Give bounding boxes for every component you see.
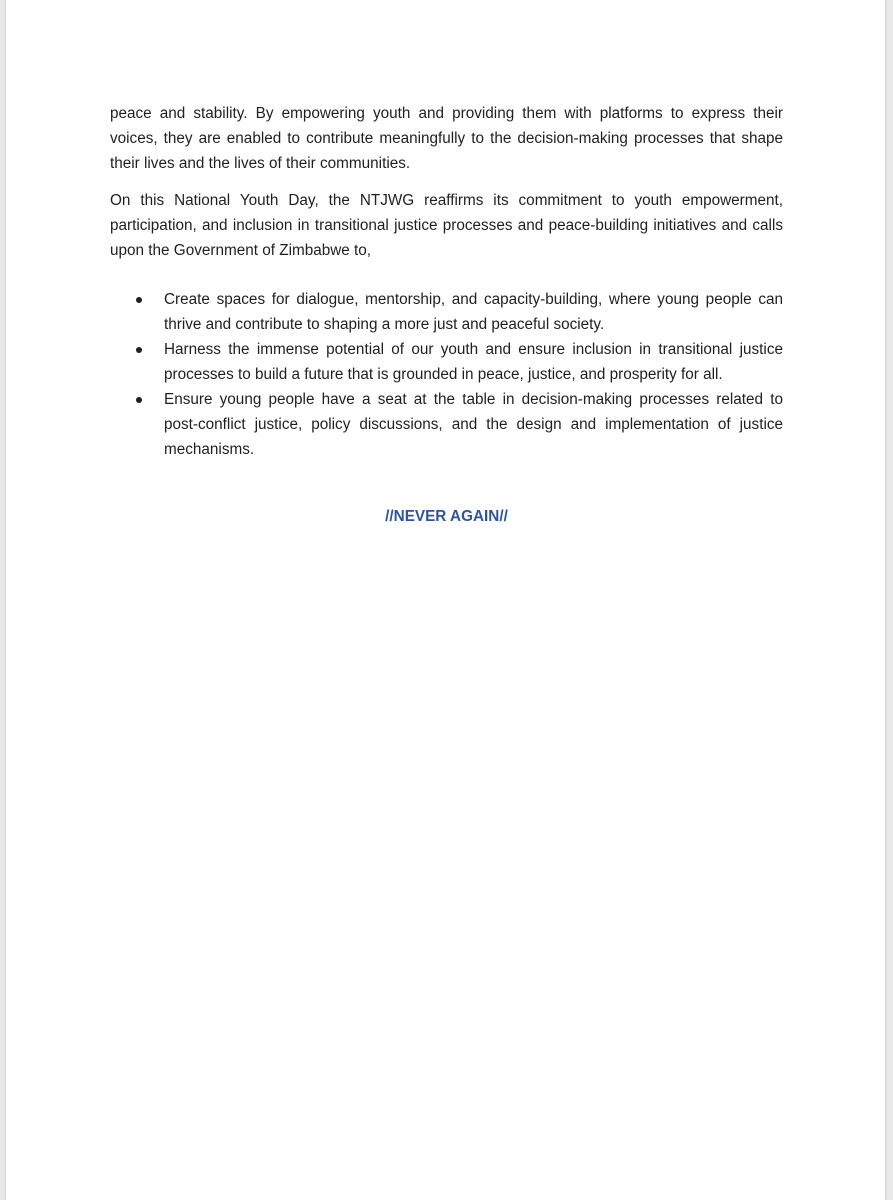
document-page [6, 0, 885, 1200]
bullet-icon [136, 397, 142, 403]
list-item-text: Harness the immense potential of our youth and ensure inclusion in transitional justice processes to build a future that is grounded in peace, justice, and prosperity for all. [164, 341, 783, 383]
document-body [110, 101, 783, 529]
bullet-icon [136, 297, 142, 303]
bullet-icon [136, 347, 142, 353]
list-item-text: Create spaces for dialogue, mentorship, and capacity-building, where young people can thrive and contribute to shaping a more just and peaceful society. [164, 291, 783, 333]
list-item [110, 337, 783, 387]
list-item-text: Ensure young people have a seat at the table in decision-making processes related to post-conflict justice, policy discussions, and the design and implementation of justice mechanisms. [164, 391, 783, 458]
demands-list [110, 287, 783, 462]
list-item [110, 387, 783, 462]
paragraph-intro: peace and stability. By empowering youth and providing them with platforms to express their voices, they are enabled to contribute meaningfully to the decision-making processes that shape their lives and the lives of their communities. [110, 105, 783, 172]
list-item [110, 287, 783, 337]
paragraph-commitment: On this National Youth Day, the NTJWG reaffirms its commitment to youth empowerment, participation, and inclusion in transitional justice processes and peace-building initiatives and calls upon the Government of Zimbabwe to, [110, 192, 783, 259]
closing-slogan: //NEVER AGAIN// [385, 508, 508, 525]
